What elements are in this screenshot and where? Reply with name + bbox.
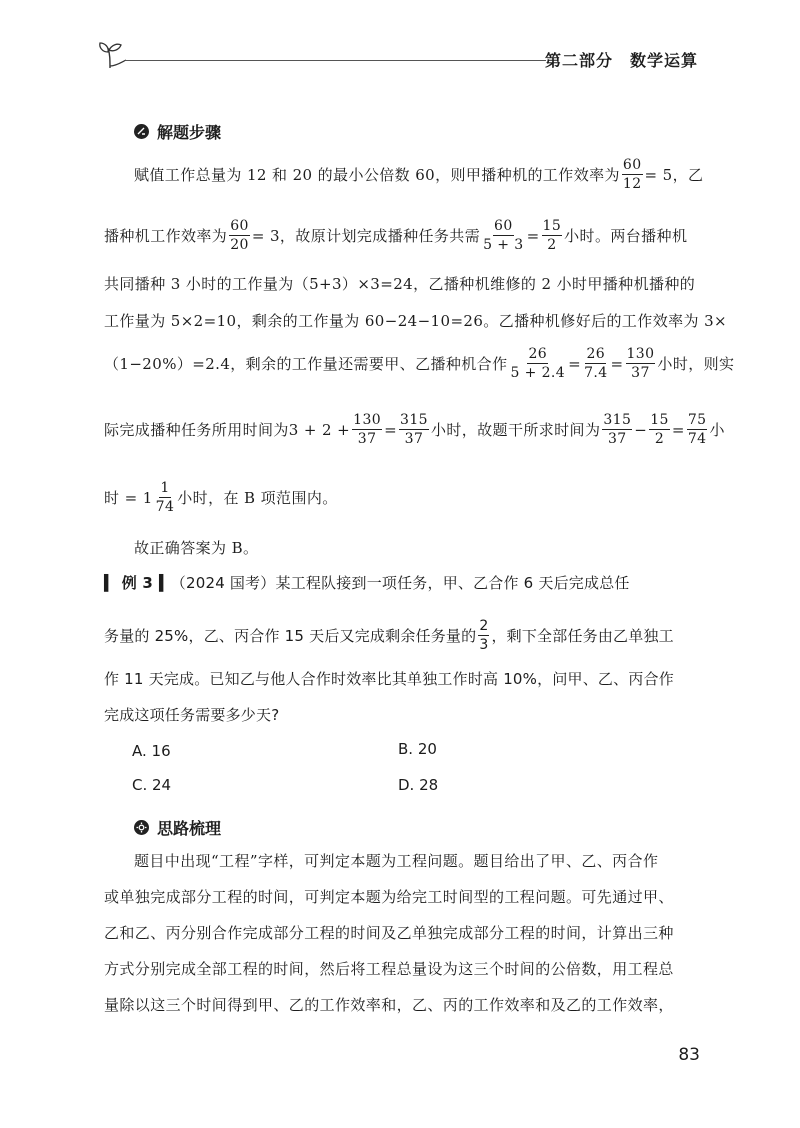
text: 赋值工作总量为 12 和 20 的最小公倍数 60，则甲播种机的工作效率为 [134, 166, 620, 185]
choice-d: D. 28 [398, 776, 439, 794]
fraction: $\frac{60}{20}$ [230, 218, 249, 254]
fraction: $\frac{60}{5 + 3}$ [483, 218, 524, 254]
text: （2024 国考）某工程队接到一项任务，甲、乙合作 6 天后完成总任 [170, 574, 630, 592]
fraction: $\frac{315}{37}$ [400, 412, 428, 448]
text: 小时。两台播种机 [564, 227, 688, 246]
text: （1−20%）=2.4，剩余的工作量还需要甲、乙播种机合作 [104, 355, 508, 374]
example-label: 例 3 [121, 574, 154, 592]
steps-line-1 [104, 157, 704, 193]
example-label-bar: ▍ [159, 573, 171, 592]
text: 时 = 1 [104, 489, 153, 508]
example-label-bar: ▍ [104, 573, 116, 592]
steps-line-4: 工作量为 5×2=10，剩余的工作量为 60−24−10=26。乙播种机修好后的工作效率为 3× [104, 312, 727, 330]
text: = [526, 226, 540, 245]
example-line-2 [104, 618, 700, 653]
example-line-3: 作 11 天完成。已知乙与他人合作时效率比其单独工作时高 10%，问甲、乙、丙合作 [104, 670, 674, 688]
fraction: $\frac{1}{74}$ [155, 480, 175, 516]
page-number: 83 [678, 1045, 700, 1065]
steps-line-6 [104, 412, 725, 448]
fraction: $\frac{130}{37}$ [626, 346, 655, 382]
text: 播种机工作效率为 [104, 227, 228, 246]
idea-line-2: 或单独完成部分工程的时间，可判定本题为给完工时间型的工程问题。可先通过甲、 [104, 888, 674, 906]
idea-line-1 [104, 850, 700, 871]
fraction: $\frac{130}{37}$ [353, 412, 382, 448]
fraction: $\frac{315}{37}$ [603, 412, 632, 448]
page-header [96, 38, 698, 74]
conclusion [104, 537, 700, 558]
idea-line-4: 方式分别完成全部工程的时间，然后将工程总量设为这三个时间的公倍数，用工程总 [104, 960, 674, 978]
fraction: $\frac{15}{2}$ [542, 218, 562, 254]
text: 小时，故题干所求时间为 [430, 421, 601, 440]
text: 际完成播种任务所用时间为3 + 2 + [104, 421, 351, 440]
steps-heading [134, 120, 221, 143]
text: = 5，乙 [644, 166, 704, 185]
text: 小时，在 B 项范围内。 [177, 489, 338, 508]
example-line-4: 完成这项任务需要多少天? [104, 706, 280, 724]
steps-line-5 [104, 346, 735, 382]
gear-icon [134, 820, 149, 835]
text: 小 [709, 421, 725, 440]
text: 题目中出现“工程”字样，可判定本题为工程问题。题目给出了甲、乙、丙合作 [134, 852, 659, 870]
idea-heading [134, 816, 221, 839]
steps-line-2 [104, 218, 700, 253]
text: 小时，则实 [657, 355, 735, 374]
example-line-1 [104, 572, 700, 593]
idea-title: 思路梳理 [157, 819, 222, 838]
sprout-icon [96, 38, 136, 74]
fraction: $\frac{2}{3}$ [479, 618, 489, 654]
text: − [634, 420, 648, 439]
text: = [671, 420, 685, 439]
choice-a: A. 16 [132, 742, 171, 760]
choice-c: C. 24 [132, 776, 172, 794]
text: = [610, 354, 624, 373]
fraction: $\frac{60}{12}$ [622, 157, 642, 193]
text: = [384, 420, 398, 439]
text: = [568, 354, 582, 373]
fraction: $\frac{75}{74}$ [687, 412, 707, 448]
header-title: 第二部分 数学运算 [544, 51, 698, 70]
steps-line-7 [104, 480, 700, 515]
idea-line-5: 量除以这三个时间得到甲、乙的工作效率和，乙、丙的工作效率和及乙的工作效率， [104, 996, 674, 1014]
text: 故正确答案为 B。 [134, 539, 259, 557]
steps-icon [134, 124, 149, 139]
text: = 3，故原计划完成播种任务共需 [251, 227, 481, 246]
steps-title: 解题步骤 [157, 123, 222, 142]
text: 务量的 25%，乙、丙合作 15 天后又完成剩余任务量的 [104, 627, 477, 646]
fraction: $\frac{26}{7.4}$ [584, 346, 608, 382]
fraction: $\frac{15}{2}$ [650, 412, 669, 448]
steps-line-3: 共同播种 3 小时的工作量为（5+3）×3=24，乙播种机维修的 2 小时甲播种机播种的 [104, 275, 696, 293]
header-rule [126, 60, 546, 61]
text: ，剩下全部任务由乙单独工 [491, 627, 674, 646]
fraction: $\frac{26}{5 + 2.4}$ [510, 346, 566, 382]
choice-b: B. 20 [398, 740, 437, 758]
idea-line-3: 乙和乙、丙分别合作完成部分工程的时间及乙单独完成部分工程的时间，计算出三种 [104, 924, 674, 942]
